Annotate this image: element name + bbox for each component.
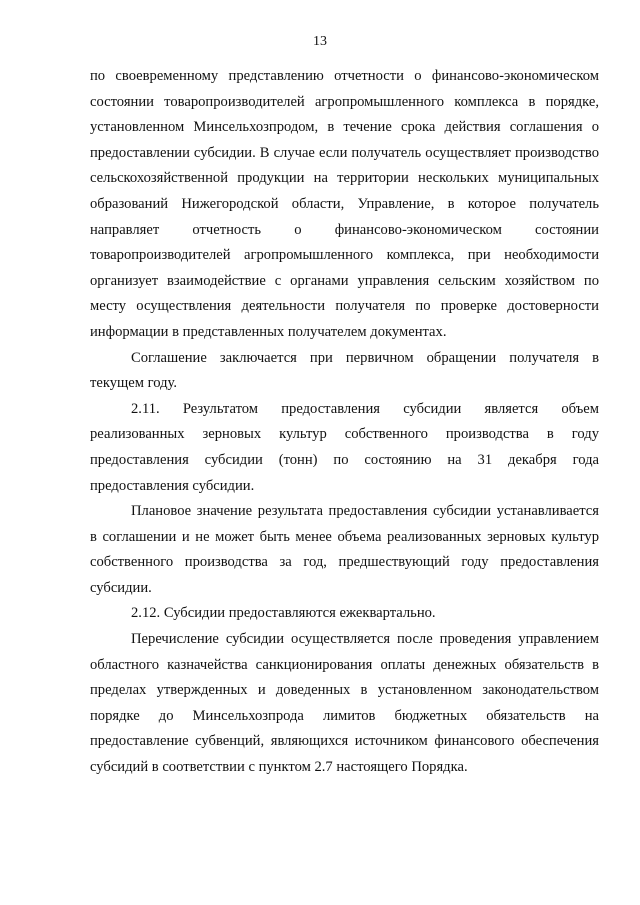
- paragraph-agreement: Соглашение заключается при первичном обращении получателя в текущем году.: [90, 349, 599, 392]
- paragraph-2-11: 2.11. Результатом предоставления субсидии является объем реализованных зерновых культур собственного производства в году предоставления субсидии (тонн) по состоянию на 31 декабря года предоставления субсидии.: [90, 400, 599, 494]
- paragraph-2-12: 2.12. Субсидии предоставляются ежеквартально.: [131, 605, 436, 622]
- page-number: 13: [313, 34, 327, 49]
- document-body: [90, 64, 599, 781]
- paragraph-planned-value: Плановое значение результата предоставления субсидии устанавливается в соглашении и не может быть менее объема реализованных зерновых культур собственного производства за год, предшествующий году предоставления субсидии.: [90, 503, 599, 596]
- paragraph-continuation: по своевременному представлению отчетности о финансово-экономическом состоянии товаропроизводителей агропромышленного комплекса в порядке, установленном Минсельхозпродом, в течение срока действия соглашения о предоставлении субсидии. В случае если получатель осуществляет производство сельскохозяйственной продукции на территории нескольких муниципальных образований Нижегородской области, Управление, в которое получатель направляет отчетность о финансово-экономическом состоянии товаропроизводителей агропромышленного комплекса, при необходимости организует взаимодействие с органами управления сельским хозяйством по месту осуществления деятельности получателя по проверке достоверности информации в представленных получателем документах.: [90, 68, 599, 340]
- paragraph-transfer: Перечисление субсидии осуществляется после проведения управлением областного казначейства санкционирования оплаты денежных обязательств в пределах утвержденных и доведенных в установленном законодательством порядке до Минсельхозпрода лимитов бюджетных обязательств на предоставление субвенций, являющихся источником финансового обеспечения субсидий в соответствии с пунктом 2.7 настоящего Порядка.: [90, 631, 599, 776]
